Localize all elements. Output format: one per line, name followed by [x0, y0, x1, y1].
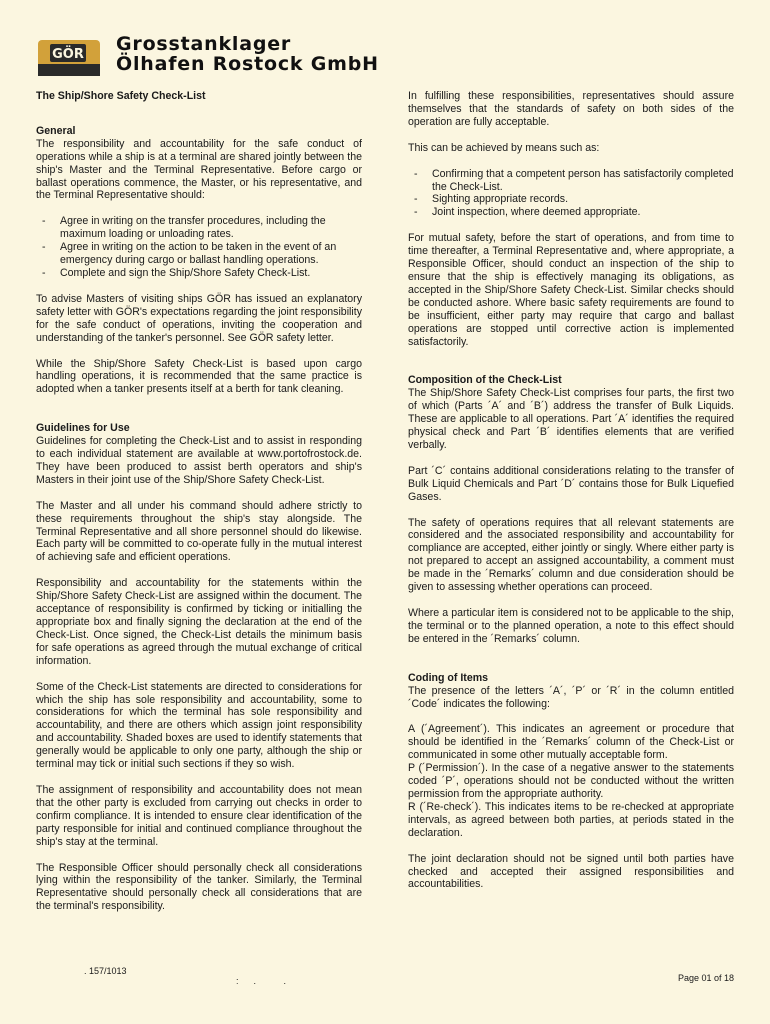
page-number: Page 01 of 18: [678, 973, 735, 983]
composition-heading: Composition of the Check-List: [408, 374, 562, 387]
composition-paragraph-3: The safety of operations requires that all relevant statements are considered and the associated responsibility and accountability for compliance are accepted, either jointly or singly. Where either party is not prepared to accept an assigned accountability, a comment must be made in the ´Remarks´ column and due consideration should be given to assessing whether operations can proceed.: [408, 516, 734, 594]
guidelines-paragraph-3: Responsibility and accountability for the statements within the Ship/Shore Safety Check-List are assigned within the document. The acceptance of responsibility is confirmed by ticking or initialling the appropriate box and finally signing the declaration at the end of the Check-List. Once signed, the Check-List details the minimum basis for safe operations as agreed through the mutual exchange of critical information.: [36, 577, 362, 667]
means-intro: This can be achieved by means such as:: [408, 141, 600, 154]
left-column: [36, 90, 362, 926]
responsibilities-paragraph: In fulfilling these responsibilities, representatives should assure themselves that the standards of safety on both sides of the operation are fully acceptable.: [408, 90, 734, 128]
company-line-2: Ölhafen Rostock GmbH: [116, 53, 379, 75]
list-item: - Complete and sign the Ship/Shore Safety Check-List.: [36, 267, 362, 280]
form-number: . 157/1013: [84, 966, 127, 976]
guidelines-paragraph-4: Some of the Check-List statements are directed to considerations for which the ship has sole responsibility and accountability, some to considerations for which the terminal has sole responsibility and accountability, and there are others which assign joint responsibility and accountability. Shaded boxes are used to identify statements that generally would be applicable to only one party, although the ship or terminal may tick or initial such sections if they so wish.: [36, 680, 362, 771]
coding-recheck: R (´Re-check´). This indicates items to be re-checked at appropriate intervals, as agreed between both parties, at periods stated in the declaration.: [408, 800, 734, 839]
logo-text: GÖR: [52, 47, 84, 62]
list-item: - Agree in writing on the transfer procedures, including the maximum loading or unloading rates.: [36, 215, 362, 241]
composition-paragraph-2: Part ´C´ contains additional considerations relating to the transfer of Bulk Liquid Chemicals and Part ´D´ contains those for Bulk Liquefied Gases.: [408, 464, 734, 503]
list-item: - Joint inspection, where deemed appropriate.: [408, 206, 734, 219]
guidelines-heading: Guidelines for Use: [36, 422, 130, 435]
composition-paragraph-1: The Ship/Shore Safety Check-List comprises four parts, the first two of which (Parts ´A´ and ´B´) address the transfer of Bulk Liquids. These are applicable to all operations. Part ´A´ identifies the required physical check and Part ´B´ identifies elements that are verified verbally.: [408, 387, 734, 451]
coding-agreement: A (´Agreement´). This indicates an agreement or procedure that should be identified in the ´Remarks´ column of the Check-List or communicated in some other mutually acceptable form.: [408, 723, 734, 762]
guidelines-paragraph-6: The Responsible Officer should personally check all considerations lying within the responsibility of the tanker. Similarly, the Terminal Representative should personally check all considerations that are the terminal's responsibility.: [36, 861, 362, 913]
general-paragraph-3: While the Ship/Shore Safety Check-List is based upon cargo handling operations, it is recommended that the same practice is adopted when a tanker presents itself at a berth for tank cleaning.: [36, 357, 362, 396]
coding-paragraph-1: The presence of the letters ´A´, ´P´ or ´R´ in the column entitled ´Code´ indicates the following:: [408, 684, 734, 710]
list-item: - Sighting appropriate records.: [408, 193, 734, 206]
list-item: - Agree in writing on the action to be taken in the event of an emergency during cargo or ballast handling operations.: [36, 241, 362, 267]
guidelines-paragraph-2: The Master and all under his command should adhere strictly to these requirements throughout the ship's stay alongside. The Terminal Representative and all shore personnel should do likewise. Each party will be committed to co-operate fully in the mutual interest of achieving safe and efficient operations.: [36, 499, 362, 564]
coding-paragraph-2: The joint declaration should not be signed until both parties have checked and accepted their assigned responsibilities and accountabilities.: [408, 852, 734, 891]
company-name: [116, 34, 379, 74]
right-column: [408, 90, 734, 904]
document-title: The Ship/Shore Safety Check-List: [36, 90, 206, 102]
guidelines-paragraph-5: The assignment of responsibility and accountability does not mean that the other party is excluded from carrying out checks in order to confirm compliance. It is intended to ensure clear identification of the party responsible for initial and continued compliance throughout the ship's stay at the terminal.: [36, 783, 362, 848]
list-item: - Confirming that a competent person has satisfactorily completed the Check-List.: [408, 168, 734, 194]
letterhead: [36, 34, 736, 78]
mutual-safety-paragraph: For mutual safety, before the start of operations, and from time to time thereafter, a Terminal Representative and, where appropriate, a Responsible Officer, should conduct an inspection of the ship to ensure that the ship is effectively managing its obligations, as accepted in the Ship/Shore Safety Check-List. Similar checks should be conducted ashore. Where basic safety requirements are found to be insufficient, either party may require that cargo and ballast operations are stopped until corrective action is implemented satisfactorily.: [408, 232, 734, 348]
general-paragraph-1: The responsibility and accountability for the safe conduct of operations while a ship is at a terminal are shared jointly between the ship's Master and the Terminal Representative. Before cargo or ballast operations commence, the Master, or his representative, and the Terminal Representative should:: [36, 137, 362, 202]
general-list: [36, 215, 362, 280]
coding-permission: P (´Permission´). In the case of a negative answer to the statements coded ´P´, operations should not be conducted without the written permission from the appropriate authority.: [408, 762, 734, 800]
composition-paragraph-4: Where a particular item is considered not to be applicable to the ship, the terminal or to the planned operation, a note to this effect should be entered in the ´Remarks´ column.: [408, 607, 734, 645]
gor-logo: [36, 36, 102, 78]
means-list: [408, 168, 734, 220]
company-line-1: Grosstanklager: [116, 33, 292, 55]
general-paragraph-2: To advise Masters of visiting ships GÖR has issued an explanatory safety letter with GÖR's expectations regarding the joint responsibility for the safe conduct of operations, inviting the cooperation and understanding of the tanker's personnel. See GÖR safety letter.: [36, 292, 362, 344]
footer-marks: : . .: [236, 976, 287, 986]
general-heading: General: [36, 124, 76, 137]
coding-heading: Coding of Items: [408, 671, 489, 684]
guidelines-paragraph-1: Guidelines for completing the Check-List and to assist in responding to each individual statement are available at www.portofrostock.de. They have been produced to assist berth operators and ship's Masters in their joint use of the Ship/Shore Safety Check-List.: [36, 435, 362, 486]
